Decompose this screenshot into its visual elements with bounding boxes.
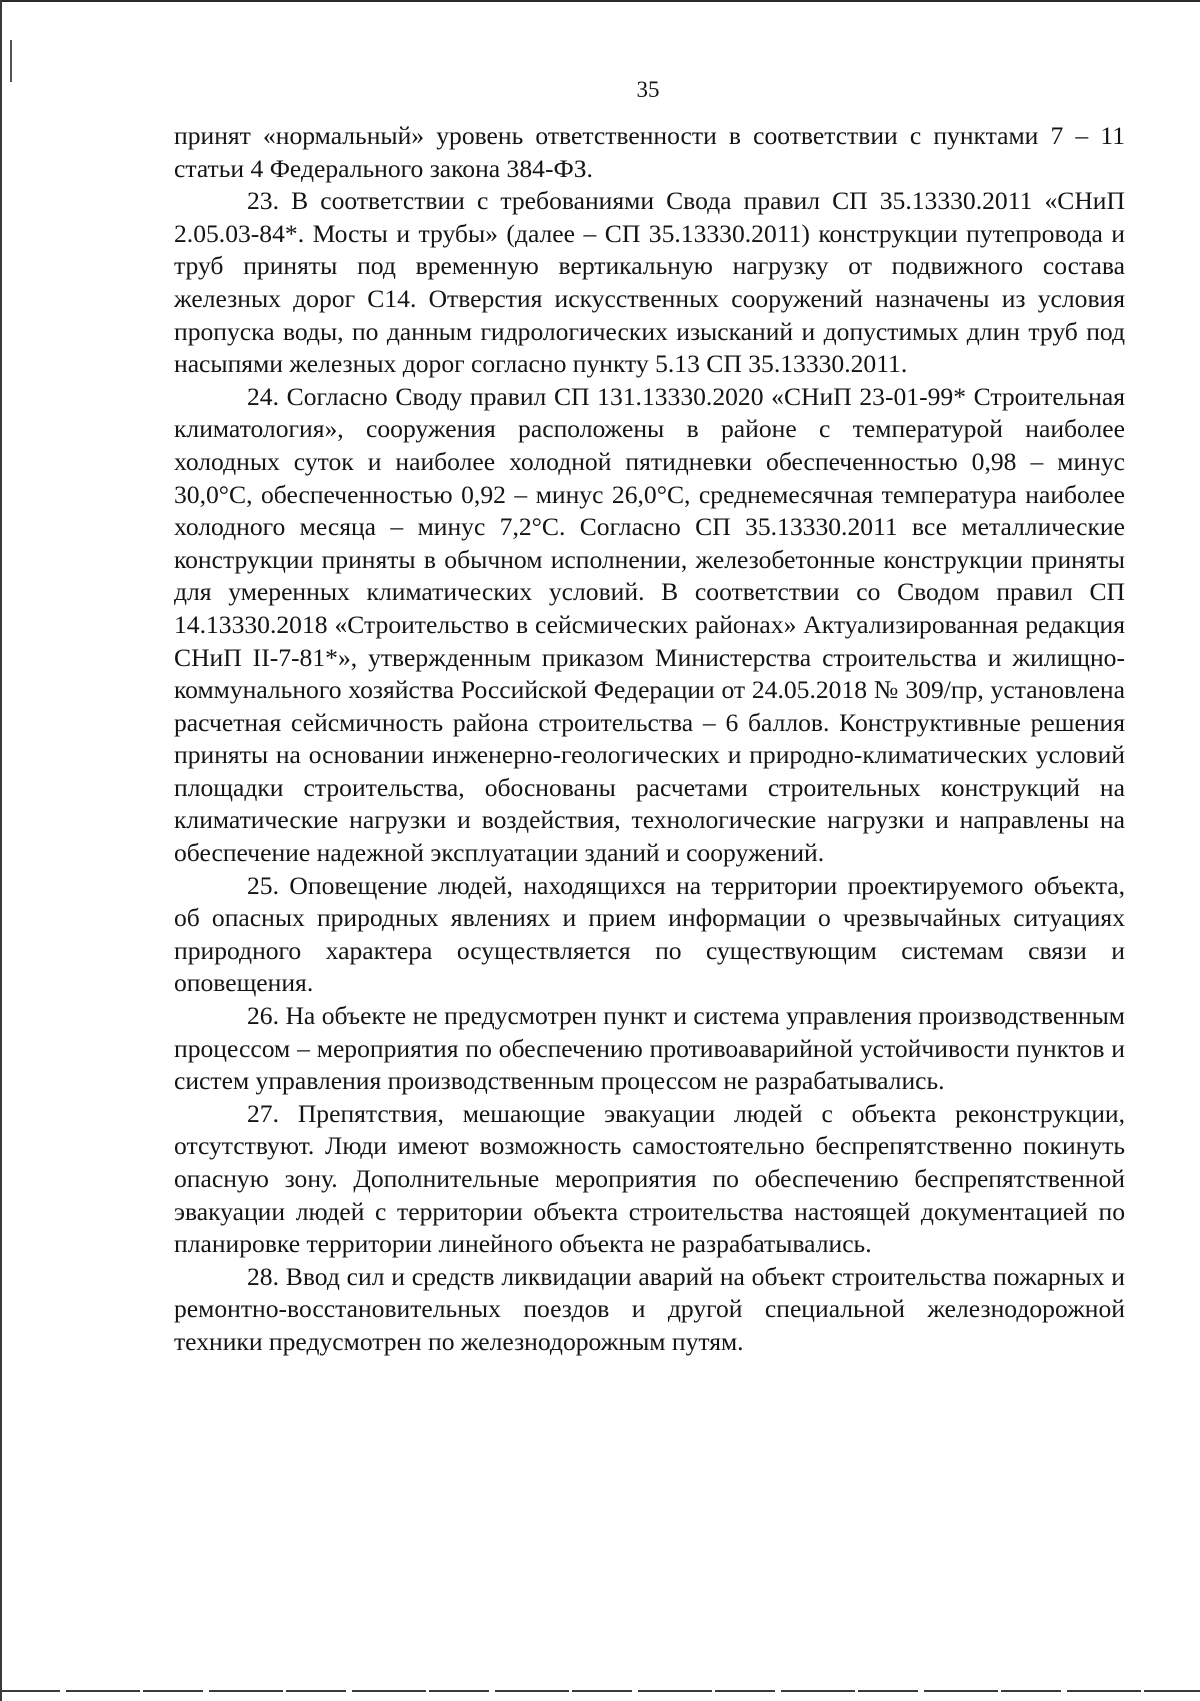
paragraph-24: 24. Согласно Своду правил СП 131.13330.2020 «СНиП 23-01-99* Строительная климатология», сооружения расположены в районе с температурой наиболее холодных суток и наиболее холодной пятидневки обеспеченностью 0,98 – минус 30,0°С, обеспеченностью 0,92 – минус 26,0°С, среднемесячная температура наиболее холодного месяца – минус 7,2°С. Согласно СП 35.13330.2011 все металлические конструкции приняты в обычном исполнении, железобетонные конструкции приняты для умеренных климатических условий. В соответствии со Сводом правил СП 14.13330.2018 «Строительство в сейсмических районах» Актуализированная редакция СНиП II-7-81*», утвержденным приказом Министерства строительства и жилищно-коммунального хозяйства Российской Федерации от 24.05.2018 № 309/пр, установлена расчетная сейсмичность района строительства – 6 баллов. Конструктивные решения приняты на основании инженерно-геологических и природно-климатических условий площадки строительства, обоснованы расчетами строительных конструкций на климатические нагрузки и воздействия, технологические нагрузки и направлены на обеспечение надежной эксплуатации зданий и сооружений.	[174, 381, 1125, 868]
paragraph-26: 26. На объекте не предусмотрен пункт и система управления производственным процессом – мероприятия по обеспечению противоаварийной устойчивости пунктов и систем управления производственным процессом не разрабатывались.	[174, 1001, 1125, 1096]
paragraph-23: 23. В соответствии с требованиями Свода правил СП 35.13330.2011 «СНиП 2.05.03-84*. Мосты и трубы» (далее – СП 35.13330.2011) конструкции путепровода и труб приняты под временную вертикальную нагрузку от подвижного состава железных дорог С14. Отверстия искусственных сооружений назначены из условия пропуска воды, по данным гидрологических изысканий и допустимых длин труб под насыпями железных дорог согласно пункту 5.13 СП 35.13330.2011.	[174, 186, 1125, 379]
paragraph-28: 28. Ввод сил и средств ликвидации аварий на объект строительства пожарных и ремонтно-восстановительных поездов и другой специальной железнодорожной техники предусмотрен по железнодорожным путям.	[174, 1261, 1125, 1356]
paragraph-continuation: принят «нормальный» уровень ответственности в соответствии с пунктами 7 – 11 статьи 4 Федерального закона 384-ФЗ.	[174, 121, 1125, 183]
page-number: 35	[636, 77, 660, 102]
paragraph-27: 27. Препятствия, мешающие эвакуации людей с объекта реконструкции, отсутствуют. Люди имеют возможность самостоятельно беспрепятственно покинуть опасную зону. Дополнительные мероприятия по обеспечению беспрепятственной эвакуации людей с территории объекта строительства настоящей документацией по планировке территории линейного объекта не разрабатывались.	[174, 1098, 1125, 1259]
document-body	[174, 120, 1125, 1359]
paragraph-25: 25. Оповещение людей, находящихся на территории проектируемого объекта, об опасных природных явлениях и прием информации о чрезвычайных ситуациях природного характера осуществляется по существующим системам связи и оповещения.	[174, 870, 1125, 998]
scan-border-left	[0, 0, 2, 1701]
scan-border-bottom	[0, 1690, 1200, 1692]
scan-border-top	[0, 0, 1200, 2]
